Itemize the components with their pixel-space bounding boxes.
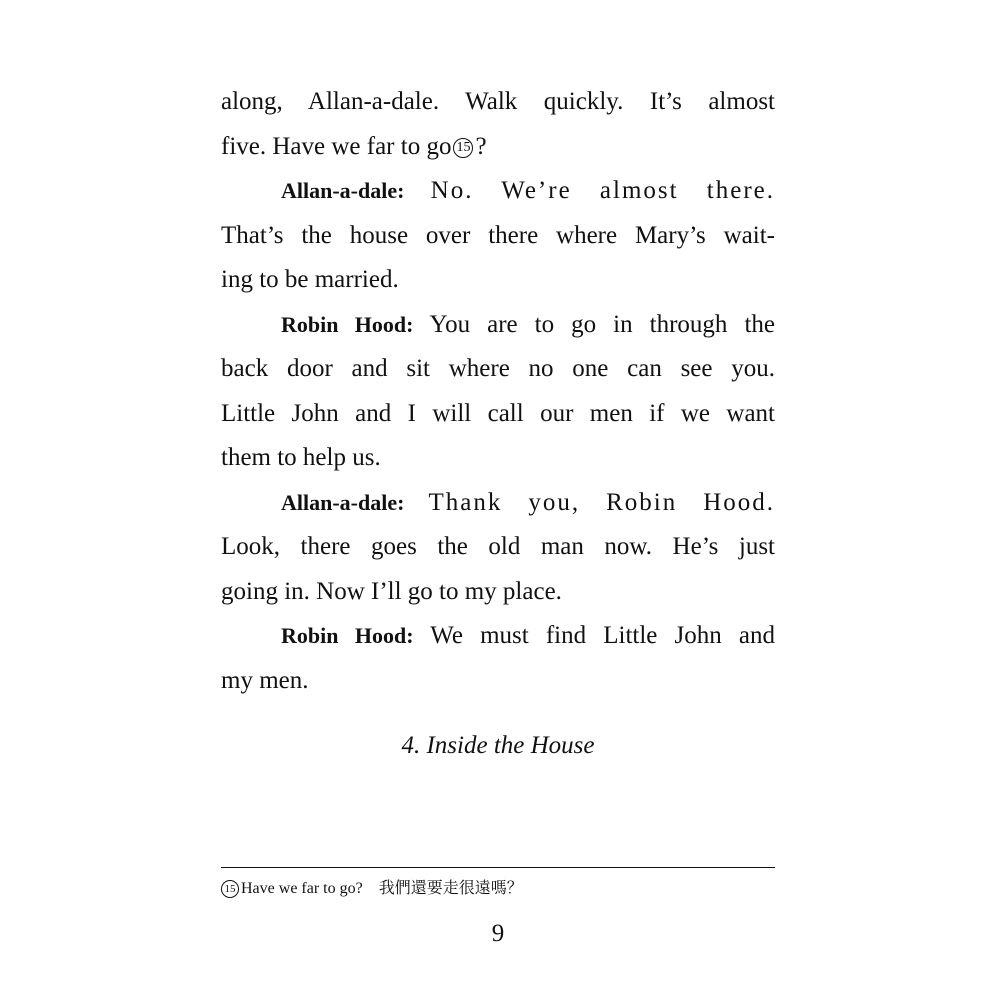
- footnote: [221, 876, 775, 901]
- text-line: [221, 436, 775, 481]
- dialogue-line: [221, 614, 775, 659]
- book-page-body: [221, 80, 775, 703]
- text-line: [221, 258, 775, 303]
- footnote-reference-marker: 15: [453, 138, 473, 158]
- line-text: back door and sit where no one can see you.: [221, 355, 775, 382]
- line-text: No. We’re almost there.: [430, 177, 775, 204]
- line-text: You are to go in through the: [429, 310, 775, 338]
- text-line: [221, 214, 775, 259]
- footnote-divider: [221, 867, 775, 868]
- speaker-name: Robin Hood:: [281, 623, 414, 648]
- line-text: five. Have we far to go: [221, 132, 452, 160]
- footnote-english: Have we far to go?: [241, 880, 363, 897]
- speaker-name: Allan-a-dale:: [281, 178, 405, 203]
- chapter-heading: 4. Inside the House: [401, 732, 595, 759]
- page-number: 9: [491, 920, 505, 947]
- line-text: That’s the house over there where Mary’s wait-: [221, 221, 775, 249]
- line-text: Look, there goes the old man now. He’s just: [221, 533, 775, 560]
- line-text: ?: [475, 132, 487, 160]
- dialogue-line: [221, 303, 775, 348]
- speaker-name: Allan-a-dale:: [281, 489, 405, 515]
- text-line: [221, 392, 775, 437]
- line-text: We must find Little John and: [430, 622, 775, 649]
- line-text: Thank you, Robin Hood.: [428, 488, 775, 516]
- line-text: them to help us.: [221, 444, 381, 471]
- dialogue-line: [221, 481, 775, 526]
- line-text: Little John and I will call our men if we want: [221, 399, 775, 427]
- line-text: my men.: [221, 666, 309, 694]
- text-line: [221, 659, 775, 704]
- text-line: [221, 570, 775, 615]
- text-line: [221, 80, 775, 125]
- line-text: along, Allan-a-dale. Walk quickly. It’s almost: [221, 88, 775, 115]
- line-text: ing to be married.: [221, 266, 399, 293]
- speaker-name: Robin Hood:: [281, 311, 414, 337]
- line-text: going in. Now I’ll go to my place.: [221, 577, 562, 605]
- text-line: [221, 125, 775, 170]
- footnote-number: 15: [221, 880, 239, 898]
- text-line: [221, 525, 775, 570]
- text-line: [221, 347, 775, 392]
- dialogue-line: [221, 169, 775, 214]
- footnote-chinese: 我們還要走很遠嗎？: [378, 878, 523, 897]
